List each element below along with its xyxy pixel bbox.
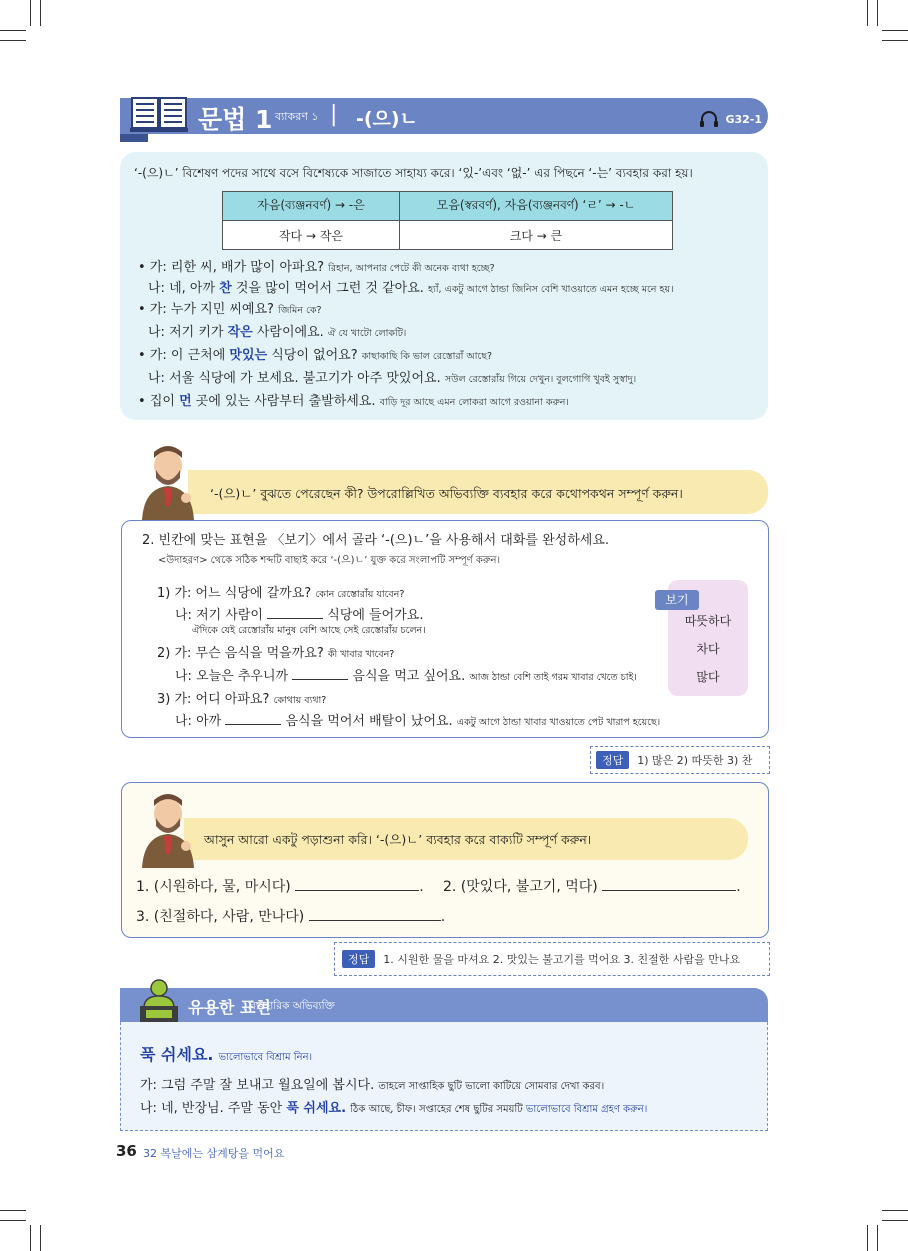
- question-bengali: কোথায় ব্যথা?: [273, 695, 327, 706]
- example-korean: 곳에 있는 사람부터 출발하세요.: [191, 394, 376, 409]
- example-korean: 것을 많이 먹어서 그런 것 같아요.: [231, 281, 424, 296]
- dialogue-bengali: তাহলে সাপ্তাহিক ছুটি ভালো কাটিয়ে সোমবার দেখা করব।: [378, 1081, 605, 1092]
- crop-mark: [40, 0, 41, 26]
- answer-bengali: ঐদিকে যেই রেস্তোরাঁয় মানুষ বেশি আছে সেই রেস্তোরাঁয় চলেন।: [192, 625, 426, 636]
- answer-tag: 정답: [342, 950, 375, 968]
- blank-input[interactable]: [309, 908, 441, 921]
- answer-text: 음식을 먹어서 배탈이 났어요.: [285, 714, 453, 729]
- answer-line: [175, 604, 423, 623]
- example-bengali: ঐ যে খাটো লোকটি।: [327, 328, 407, 339]
- speaker-podium-icon: [136, 978, 182, 1024]
- answer-text: 나: 오늘은 추우니까: [175, 669, 289, 684]
- practice-subtitle: <উদাহরণ> থেকে সঠিক শব্দটি বাছাই করে ‘-(으)ㄴ’ যুক্ত করে সংলাপটি সম্পূর্ণ করুন।: [158, 555, 501, 566]
- extension-prompt: 1. (시원하다, 물, 마시다): [136, 879, 291, 895]
- bullet: •: [138, 302, 146, 317]
- extension-item: 3. (친절하다, 사람, 만나다) .: [136, 909, 446, 925]
- crop-mark: [30, 0, 31, 26]
- useful-phrase: [140, 1042, 312, 1067]
- example-bengali: বাড়ি দূর আছে এমন লোকরা আগে রওয়ানা করুন।: [379, 397, 569, 408]
- audio-code: G32-1: [725, 112, 762, 126]
- example-korean: 나: 네, 아까: [148, 281, 220, 296]
- crop-mark: [882, 40, 908, 41]
- example-korean: 사람이에요.: [252, 325, 324, 340]
- bullet: •: [138, 348, 146, 363]
- table-header-consonant: 자음(ব্যঞ্জনবর্ণ) → -은: [223, 192, 400, 221]
- example-highlight: 맛있는: [229, 348, 268, 363]
- conjugation-table: [222, 191, 673, 250]
- example-bengali: হ্যাঁ, একটু আগে ঠান্ডা জিনিস বেশি খাওয়াতে এমন হচ্ছে মনে হয়।: [428, 284, 674, 295]
- answer-line: [175, 665, 637, 686]
- answer-tag: 정답: [596, 751, 629, 769]
- useful-expression-title: 유용한 표현: [188, 998, 271, 1017]
- question-line: [157, 582, 404, 603]
- teacher-illustration-icon: [136, 790, 200, 868]
- crop-mark: [40, 1225, 41, 1251]
- example-highlight: 찬: [219, 281, 232, 296]
- blank-input[interactable]: [295, 878, 419, 891]
- crop-mark: [882, 1210, 908, 1211]
- extension-prompt: 2. (맛있다, 불고기, 먹다): [443, 879, 598, 895]
- example-line: [138, 300, 322, 321]
- practice-title: 2. 빈칸에 맞는 표현을 〈보기〉에서 골라 ‘-(으)ㄴ’을 사용해서 대화를 완성하세요.: [142, 533, 610, 548]
- table-cell-vowel-example: 크다 → 큰: [400, 221, 673, 250]
- practice-answer: [596, 751, 752, 769]
- example-korean: 가: 누가 지민 씨예요?: [149, 302, 274, 317]
- audio-track[interactable]: [699, 111, 762, 127]
- crop-mark: [0, 40, 26, 41]
- answer-text: 1. 시원한 물을 마셔요 2. 맛있는 불고기를 먹어요 3. 친절한 사람을 만나요: [383, 953, 741, 966]
- table-header-vowel: 모음(স্বরবর্ণ), 자음(ব্যঞ্জনবর্ণ) ‘ㄹ’ → -ㄴ: [400, 192, 673, 221]
- word-box-label: 보기: [655, 590, 699, 610]
- useful-phrase-korean: 푹 쉬세요.: [140, 1045, 214, 1064]
- book-icon: [130, 94, 188, 134]
- dialogue-highlight: 푹 쉬세요.: [286, 1101, 347, 1116]
- table-cell-consonant-example: 작다 → 작은: [223, 221, 400, 250]
- example-korean: 가: 리한 씨, 배가 많이 아파요?: [149, 260, 325, 275]
- useful-phrase-bengali: ভালোভাবে বিশ্রাম নিন।: [218, 1052, 313, 1063]
- example-korean: 나: 저기 키가: [148, 325, 228, 340]
- banner-shadow: [120, 134, 148, 142]
- extension-prompt: 3. (친절하다, 사람, 만나다): [136, 909, 305, 925]
- example-bengali: রিহান, আপনার পেটে কী অনেক ব্যথা হচ্ছে?: [328, 263, 495, 274]
- blank-input[interactable]: [292, 667, 348, 680]
- crop-mark: [867, 0, 868, 26]
- crop-mark: [0, 30, 26, 31]
- example-line: [148, 279, 673, 300]
- example-korean: 식당이 없어요?: [267, 348, 358, 363]
- answer-bengali: আজ ঠান্ডা বেশি তাই গরম খাবার খেতে চাই।: [469, 672, 637, 683]
- example-line: [148, 369, 636, 390]
- grammar-form: -(으)ㄴ: [356, 108, 418, 130]
- question-line: [157, 688, 326, 709]
- extension-item: 2. (맛있다, 불고기, 먹다) .: [443, 879, 741, 895]
- crop-mark: [882, 1220, 908, 1221]
- example-highlight: 작은: [227, 325, 253, 340]
- title-separator: |: [330, 102, 338, 127]
- example-bengali: কাছাকাছি কি ভাল রেস্তোরাঁ আছে?: [361, 351, 493, 362]
- example-korean: 집이: [149, 394, 180, 409]
- bullet: •: [138, 394, 146, 409]
- section-subtitle: ব্যাকরণ ১: [275, 110, 319, 123]
- example-line: [138, 346, 492, 367]
- section-title: 문법 1: [198, 105, 273, 134]
- headphones-icon: [699, 111, 719, 127]
- example-korean: 나: 서울 식당에 가 보세요. 불고기가 아주 맛있어요.: [148, 371, 441, 386]
- crop-mark: [877, 0, 878, 26]
- bullet: •: [138, 260, 146, 275]
- example-line: [138, 392, 569, 413]
- example-line: [138, 258, 495, 279]
- useful-expression-subtitle: ব্যবহারিক অভিব্যক্তি: [250, 1000, 335, 1012]
- dialogue-bengali-highlight: ভালোভাবে বিশ্রাম গ্রহণ করুন।: [525, 1104, 648, 1115]
- explanation-intro: ‘-(으)ㄴ’ বিশেষণ পদের সাথে বসে বিশেষ্যকে সাজাতে সাহায্য করে। ‘있-’এবং ‘없-’ এর পিছনে ‘-는’ ব্যবহার করা হয়।: [134, 166, 693, 180]
- dialogue-korean: 나: 네, 반장님. 주말 동안: [140, 1101, 287, 1116]
- example-line: [148, 323, 406, 344]
- crop-mark: [0, 1220, 26, 1221]
- example-highlight: 먼: [179, 394, 192, 409]
- question-line: [157, 642, 394, 663]
- example-bengali: জিমিন কে?: [278, 305, 322, 316]
- answer-text: 식당에 들어가요.: [327, 608, 424, 623]
- question-bengali: কী খাবার খাবেন?: [327, 649, 395, 660]
- example-korean: 가: 이 근처에: [149, 348, 230, 363]
- chapter-title: 32 복날에는 삼계탕을 먹어요: [143, 1147, 285, 1160]
- word-box-item: 차다: [696, 642, 720, 656]
- example-bengali: সউল রেস্তোরাঁয় গিয়ে দেখুন। বুলগোগি খুবই সুস্বাদু।: [444, 374, 637, 385]
- dialogue-korean: 가: 그럼 주말 잘 보내고 월요일에 봅시다.: [140, 1078, 375, 1093]
- question-text: 2) 가: 무슨 음식을 먹을까요?: [157, 646, 324, 661]
- useful-dialogue-line: [140, 1074, 604, 1096]
- answer-text: 1) 많은 2) 따뜻한 3) 찬: [637, 754, 753, 767]
- answer-text: 나: 아까: [175, 714, 222, 729]
- crop-mark: [30, 1225, 31, 1251]
- answer-text: 나: 저기 사람이: [175, 608, 263, 623]
- extension-instruction: আসুন আরো একটু পড়াশুনা করি। ‘-(으)ㄴ’ ব্যবহার করে বাক্যটি সম্পূর্ণ করুন।: [204, 832, 592, 847]
- answer-translation: [192, 622, 426, 639]
- crop-mark: [867, 1225, 868, 1251]
- useful-dialogue-line: [140, 1097, 647, 1119]
- question-text: 1) 가: 어느 식당에 갈까요?: [157, 586, 312, 601]
- dialogue-bengali: ঠিক আছে, চীফ। সপ্তাহের শেষ ছুটির সময়টি: [350, 1104, 526, 1115]
- page-number: 36: [116, 1142, 137, 1160]
- blank-input[interactable]: [267, 606, 323, 619]
- teacher-illustration-icon: [136, 442, 200, 520]
- crop-mark: [0, 1210, 26, 1211]
- blank-input[interactable]: [225, 712, 281, 725]
- word-box-item: 따뜻하다: [684, 614, 732, 628]
- answer-bengali: একটু আগে ঠান্ডা খাবার খাওয়াতে পেট খারাপ হয়েছে।: [456, 717, 661, 728]
- practice-instruction: ‘-(으)ㄴ’ বুঝতে পেরেছেন কী? উপরোল্লিখিত অভিব্যক্তি ব্যবহার করে কথোপকথন সম্পূর্ণ করুন।: [210, 486, 683, 501]
- question-text: 3) 가: 어디 아파요?: [157, 692, 270, 707]
- question-bengali: কোন রেস্তোরাঁয় যাবেন?: [315, 589, 405, 600]
- word-box-item: 많다: [696, 670, 720, 684]
- answer-line: [175, 710, 660, 731]
- crop-mark: [877, 1225, 878, 1251]
- extension-answer: [342, 950, 740, 968]
- crop-mark: [882, 30, 908, 31]
- blank-input[interactable]: [602, 878, 736, 891]
- extension-item: 1. (시원하다, 물, 마시다) .: [136, 879, 424, 895]
- answer-text: 음식을 먹고 싶어요.: [352, 669, 466, 684]
